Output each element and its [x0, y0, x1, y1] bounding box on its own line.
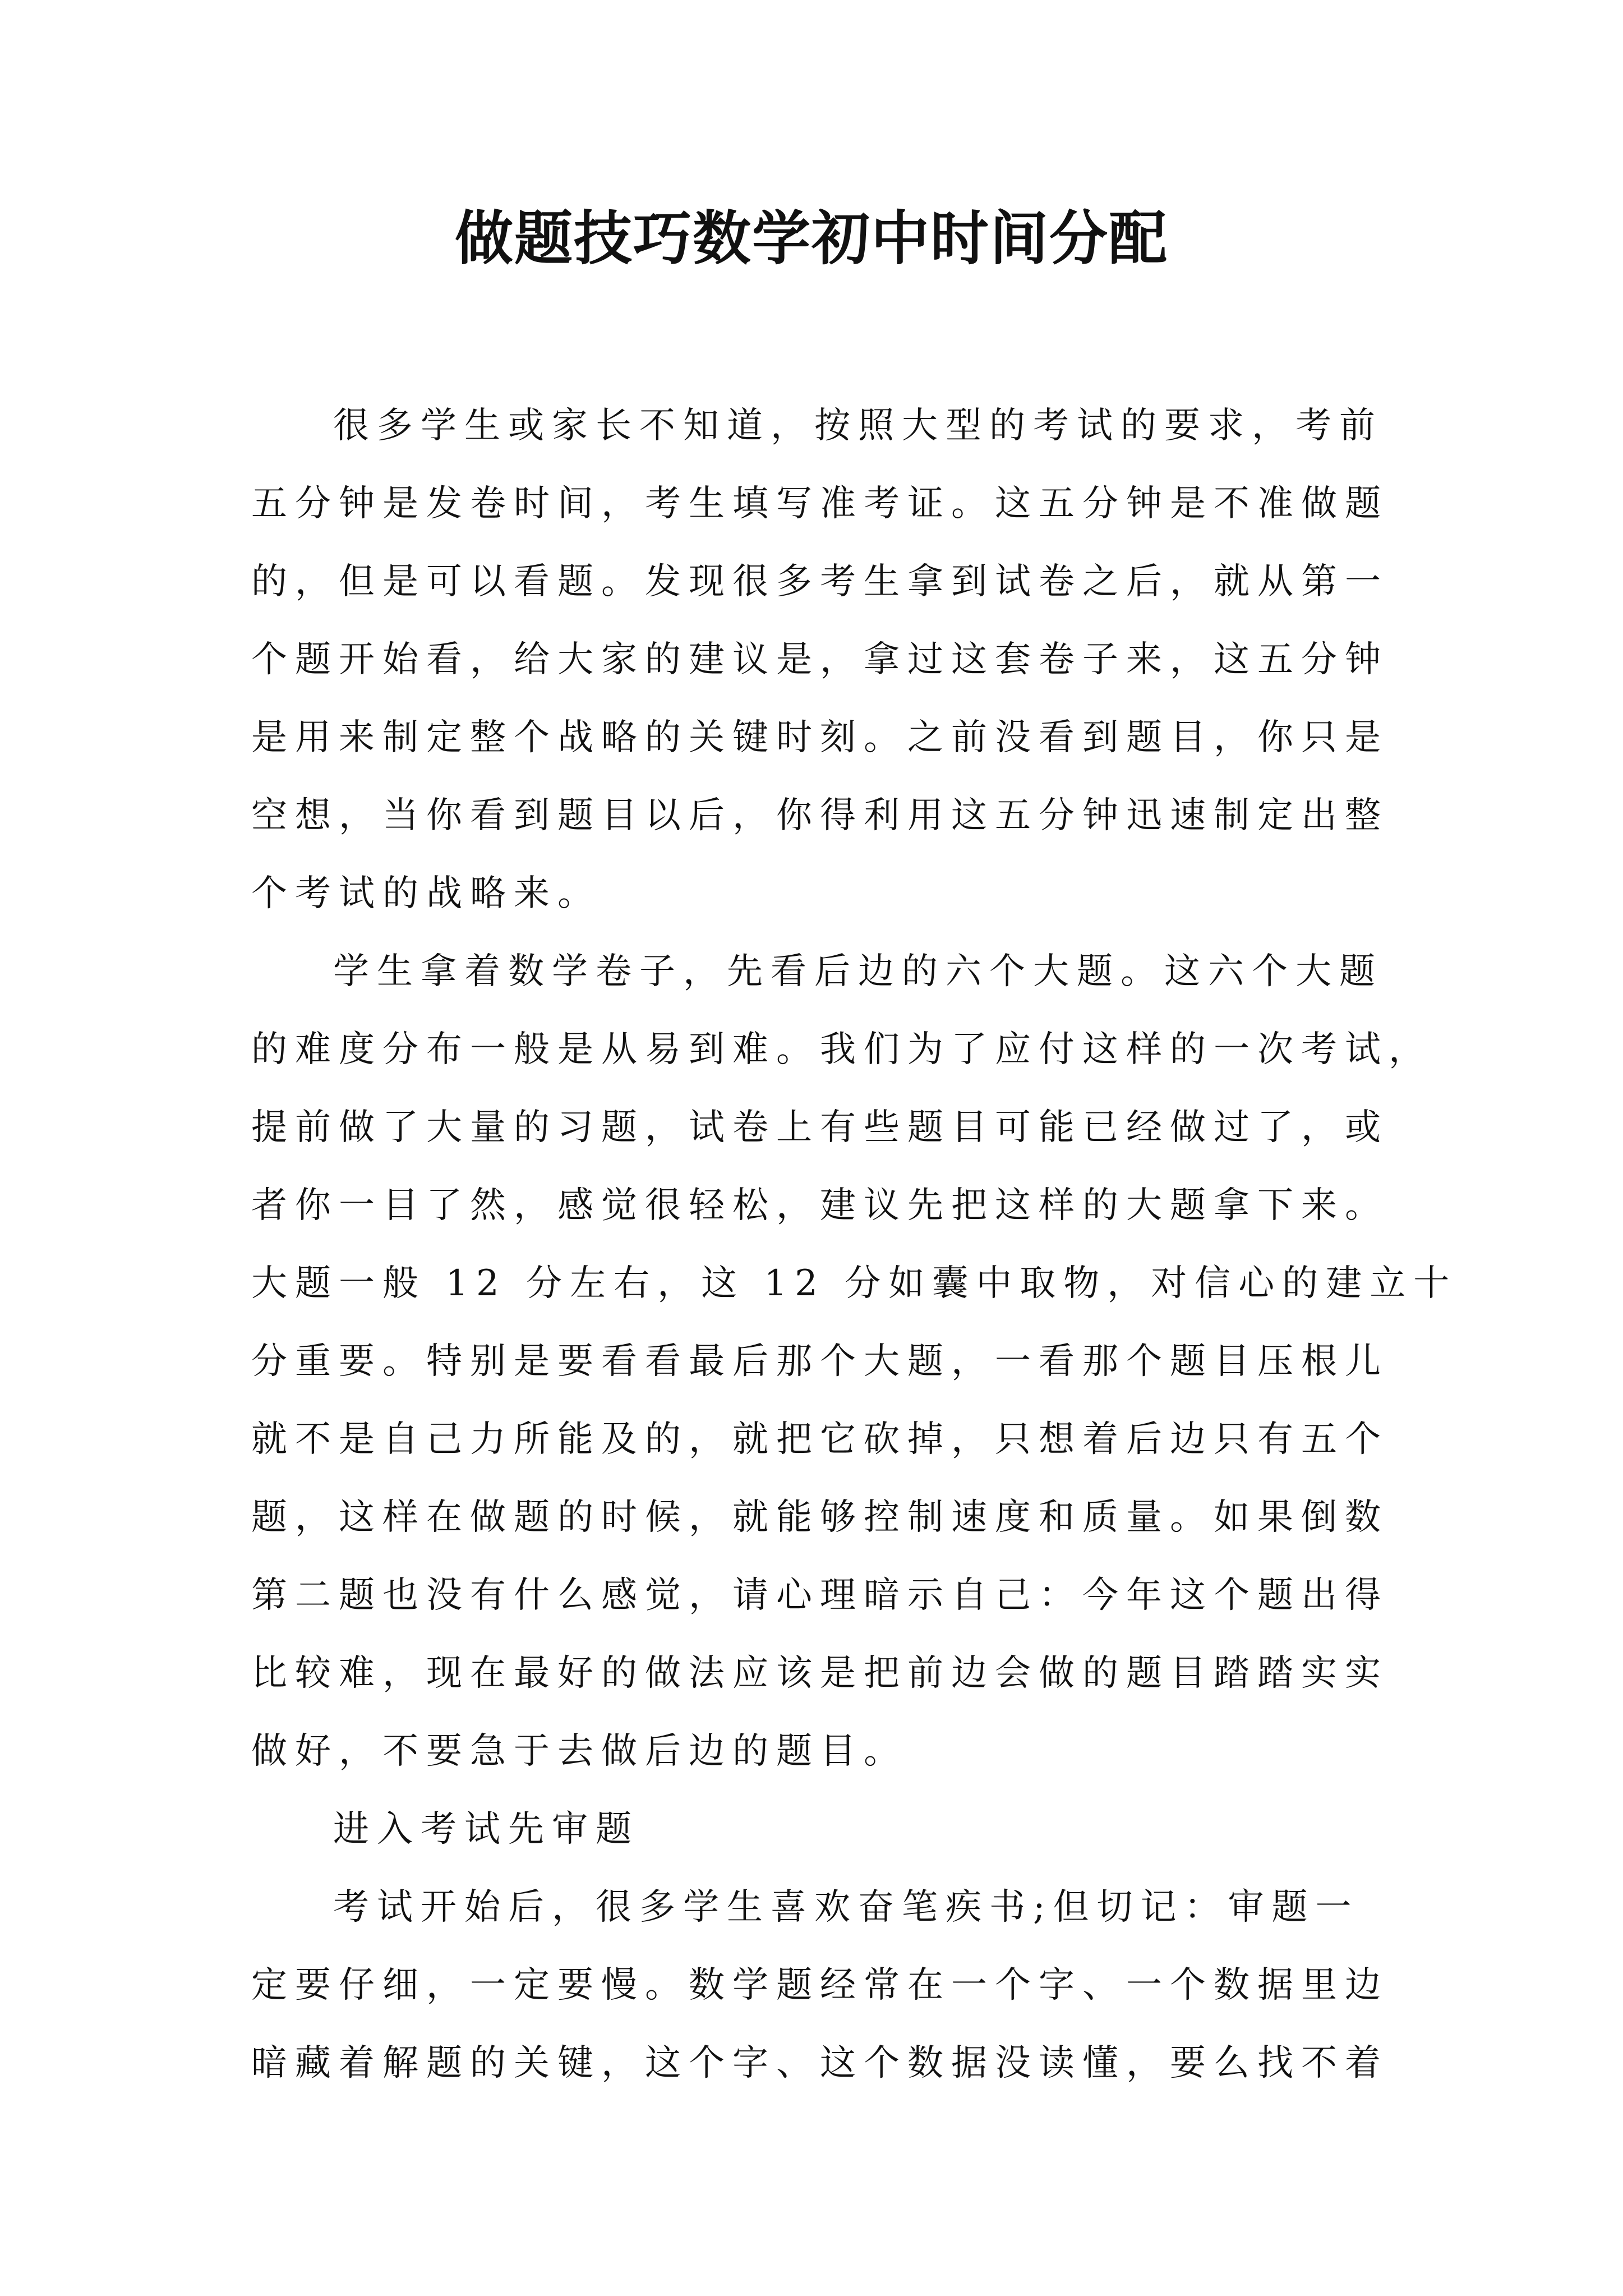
text-line: 题，这样在做题的时候，就能够控制速度和质量。如果倒数 — [251, 1497, 1389, 1538]
text-line: 提前做了大量的习题，试卷上有些题目可能已经做过了，或 — [251, 1107, 1389, 1148]
text-line: 暗藏着解题的关键，这个字、这个数据没读懂，要么找不着 — [251, 2042, 1389, 2084]
section-heading-review-questions — [251, 1791, 1395, 1869]
text-line: 就不是自己力所能及的，就把它砍掉，只想着后边只有五个 — [251, 1419, 1389, 1460]
paragraph-exam-start-five-minutes — [251, 387, 1395, 933]
text-line: 者你一目了然，感觉很轻松，建议先把这样的大题拿下来。 — [251, 1185, 1389, 1226]
text-line: 个考试的战略来。 — [251, 873, 601, 914]
text-line: 空想，当你看到题目以后，你得利用这五分钟迅速制定出整 — [251, 795, 1389, 836]
document-title: 做题技巧数学初中时间分配 — [454, 204, 1168, 273]
paragraph-six-big-questions — [251, 933, 1458, 1791]
text-line: 的，但是可以看题。发现很多考生拿到试卷之后，就从第一 — [251, 561, 1389, 602]
text-line: 个题开始看，给大家的建议是，拿过这套卷子来，这五分钟 — [251, 639, 1389, 680]
text-line: 很多学生或家长不知道，按照大型的考试的要求，考前 — [333, 405, 1383, 447]
text-line: 考试开始后，很多学生喜欢奋笔疾书;但切记：审题一 — [333, 1887, 1359, 1928]
text-line: 五分钟是发卷时间，考生填写准考证。这五分钟是不准做题 — [251, 483, 1389, 524]
text-line: 进入考试先审题 — [333, 1809, 639, 1850]
paragraph-read-carefully — [251, 1869, 1395, 2102]
text-line: 做好，不要急于去做后边的题目。 — [251, 1731, 907, 1772]
text-line: 第二题也没有什么感觉，请心理暗示自己：今年这个题出得 — [251, 1575, 1389, 1616]
text-line: 学生拿着数学卷子，先看后边的六个大题。这六个大题 — [333, 951, 1383, 992]
text-line: 是用来制定整个战略的关键时刻。之前没看到题目，你只是 — [251, 717, 1389, 758]
text-line: 的难度分布一般是从易到难。我们为了应付这样的一次考试， — [251, 1029, 1432, 1070]
text-line: 比较难，现在最好的做法应该是把前边会做的题目踏踏实实 — [251, 1653, 1389, 1694]
text-line: 分重要。特别是要看看最后那个大题，一看那个题目压根儿 — [251, 1341, 1389, 1382]
text-line: 大题一般 12 分左右，这 12 分如囊中取物，对信心的建立十 — [251, 1263, 1458, 1304]
text-line: 定要仔细，一定要慢。数学题经常在一个字、一个数据里边 — [251, 1964, 1389, 2006]
document-body — [251, 387, 1458, 2102]
